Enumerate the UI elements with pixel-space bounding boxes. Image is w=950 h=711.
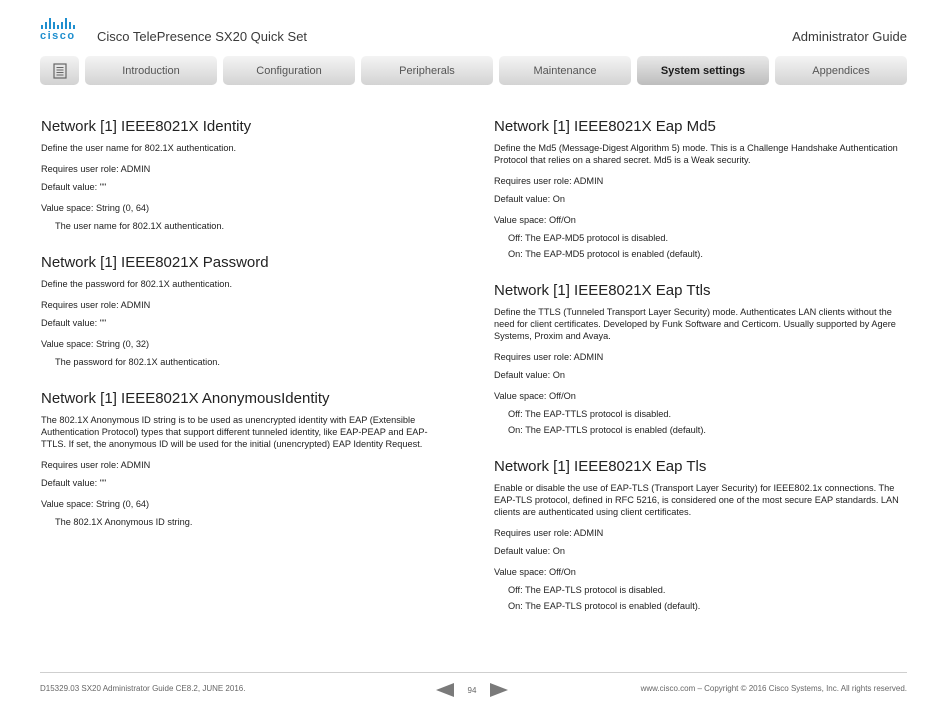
value-space-item: Off: The EAP-TLS protocol is disabled. (508, 585, 666, 595)
cisco-logo-bars-icon (41, 18, 84, 29)
setting-default-value: Default value: On (494, 194, 565, 204)
setting-description: Enable or disable the use of EAP-TLS (Transport Layer Security) for IEEE802.1x connections. The EAP-TLS protocol, defined in RFC 5216, is considered one of the most secure EAP standards. LAN clients are authenticated using client certificates. (494, 483, 899, 517)
value-space-item: The user name for 802.1X authentication. (55, 221, 225, 231)
previous-page-arrow-icon[interactable] (436, 683, 454, 697)
setting-value-space: Value space: Off/On (494, 215, 576, 225)
right-column (494, 118, 904, 634)
setting-default-value: Default value: "" (41, 318, 107, 328)
setting-user-role: Requires user role: ADMIN (494, 176, 604, 186)
setting-description: Define the password for 802.1X authentication. (41, 279, 233, 289)
setting-default-value: Default value: On (494, 370, 565, 380)
value-space-item: On: The EAP-MD5 protocol is enabled (default). (508, 249, 703, 259)
setting-title: Network [1] IEEE8021X Eap Ttls (494, 282, 711, 299)
setting-default-value: Default value: On (494, 546, 565, 556)
footer-copyright: www.cisco.com – Copyright © 2016 Cisco Systems, Inc. All rights reserved. (640, 684, 907, 693)
setting-section (494, 118, 904, 260)
next-page-arrow-icon[interactable] (490, 683, 508, 697)
tab-introduction[interactable]: Introduction (85, 56, 217, 85)
setting-section (41, 254, 451, 368)
setting-title: Network [1] IEEE8021X Identity (41, 118, 252, 135)
tab-configuration[interactable]: Configuration (223, 56, 355, 85)
setting-description: Define the Md5 (Message-Digest Algorithm 5) mode. This is a Challenge Handshake Authentication Protocol that relies on a shared secret. Md5 is a Weak security. (494, 143, 898, 165)
cisco-logo (40, 18, 84, 42)
setting-title: Network [1] IEEE8021X Eap Md5 (494, 118, 716, 135)
setting-default-value: Default value: "" (41, 182, 107, 192)
setting-value-space: Value space: String (0, 64) (41, 499, 150, 509)
setting-description: Define the TTLS (Tunneled Transport Layer Security) mode. Authenticates LAN clients without the need for client certificates. Developed by Funk Software and Certicom. Usually supported by Agere Systems, Proxim and Avaya. (494, 307, 896, 341)
setting-title: Network [1] IEEE8021X AnonymousIdentity (41, 390, 330, 407)
page-number: 94 (467, 685, 477, 695)
tab-maintenance[interactable]: Maintenance (499, 56, 631, 85)
setting-user-role: Requires user role: ADMIN (41, 460, 151, 470)
setting-value-space: Value space: Off/On (494, 567, 576, 577)
tab-appendices[interactable]: Appendices (775, 56, 907, 85)
setting-section (494, 282, 904, 436)
setting-user-role: Requires user role: ADMIN (41, 300, 151, 310)
setting-section (41, 390, 451, 528)
setting-title: Network [1] IEEE8021X Eap Tls (494, 458, 707, 475)
tab-peripherals[interactable]: Peripherals (361, 56, 493, 85)
guide-title: Administrator Guide (792, 29, 907, 44)
left-column (41, 118, 451, 550)
footer-divider (40, 672, 907, 673)
setting-user-role: Requires user role: ADMIN (494, 352, 604, 362)
value-space-item: Off: The EAP-MD5 protocol is disabled. (508, 233, 669, 243)
contents-menu-button[interactable] (40, 56, 79, 85)
setting-user-role: Requires user role: ADMIN (494, 528, 604, 538)
setting-value-space: Value space: Off/On (494, 391, 576, 401)
pager (436, 683, 508, 697)
setting-section (494, 458, 904, 612)
value-space-item: The password for 802.1X authentication. (55, 357, 220, 367)
value-space-item: The 802.1X Anonymous ID string. (55, 517, 193, 527)
nav-tabs (40, 56, 907, 85)
value-space-item: Off: The EAP-TTLS protocol is disabled. (508, 409, 672, 419)
setting-description: Define the user name for 802.1X authentication. (41, 143, 237, 153)
setting-title: Network [1] IEEE8021X Password (41, 254, 269, 271)
setting-section (41, 118, 451, 232)
value-space-item: On: The EAP-TLS protocol is enabled (default). (508, 601, 701, 611)
document-list-icon (53, 63, 67, 79)
document-title: Cisco TelePresence SX20 Quick Set (97, 29, 308, 44)
setting-value-space: Value space: String (0, 64) (41, 203, 150, 213)
value-space-item: On: The EAP-TTLS protocol is enabled (default). (508, 425, 706, 435)
footer-doc-id: D15329.03 SX20 Administrator Guide CE8.2, JUNE 2016. (40, 684, 246, 693)
setting-user-role: Requires user role: ADMIN (41, 164, 151, 174)
setting-description: The 802.1X Anonymous ID string is to be used as unencrypted identity with EAP (Extensible Authentication Protocol) types that support different tunneled identity, like EAP-PEAP and EAP-TTLS. If set, the anonymous ID will be used for the initial (unencrypted) EAP Identity Request. (41, 415, 428, 449)
setting-default-value: Default value: "" (41, 478, 107, 488)
setting-value-space: Value space: String (0, 32) (41, 339, 150, 349)
cisco-logo-text: cisco (40, 30, 76, 42)
tab-system-settings[interactable]: System settings (637, 56, 769, 85)
